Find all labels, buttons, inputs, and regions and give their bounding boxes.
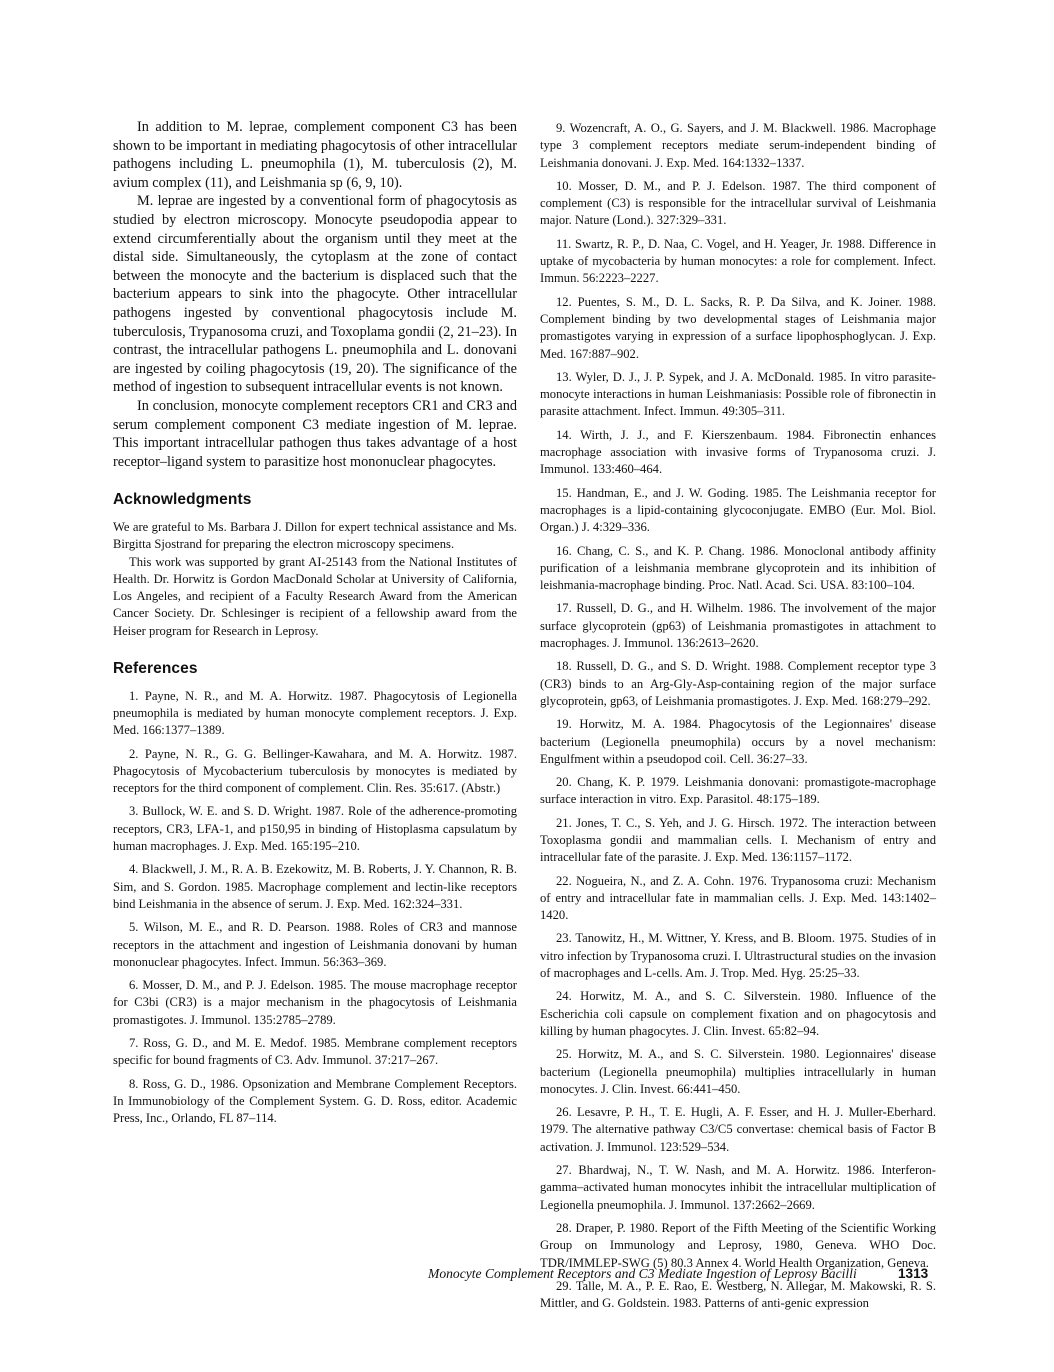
reference-item: 14. Wirth, J. J., and F. Kierszenbaum. 1984. Fibronectin enhances macrophage association with invasive forms of Trypanosoma cruzi. J. Immunol. 133:460–464. xyxy=(540,427,936,477)
reference-item: 13. Wyler, D. J., J. P. Sypek, and J. A. McDonald. 1985. In vitro parasite-monocyte interactions in human Leishmaniasis: Possible role of fibronectin in parasite attachment. Infect. Immun. 49:305–311. xyxy=(540,369,936,419)
reference-item: 20. Chang, K. P. 1979. Leishmania donovani: promastigote-macrophage surface interaction in vitro. Exp. Parasitol. 48:175–189. xyxy=(540,775,936,807)
reference-item: 25. Horwitz, M. A., and S. C. Silverstein. 1980. Legionnaires' disease bacterium (Legionella pneumophila) multiplies intracellularly in human monocytes. J. Clin. Invest. 66:441–450. xyxy=(540,1047,936,1096)
reference-item: 17. Russell, D. G., and H. Wilhelm. 1986. The involvement of the major surface glycoprotein (gp63) of Leishmania promastigotes in attachment to macrophages. J. Immunol. 136:2613–2620. xyxy=(540,601,936,651)
reference-item: 2. Payne, N. R., G. G. Bellinger-Kawahara, and M. A. Horwitz. 1987. Phagocytosis of Mycobacterium tuberculosis by monocytes is mediated by receptors for the third component of complement. Clin. Res. 35:617. (Abstr.) xyxy=(113,746,517,796)
reference-item: 16. Chang, C. S., and K. P. Chang. 1986. Monoclonal antibody affinity purification of a leishmania membrane glycoprotein and its inhibition of leishmania-macrophage binding. Proc. Natl. Acad. Sci. USA. 83:100–104. xyxy=(540,543,936,593)
page-number: 1313 xyxy=(898,1266,929,1281)
reference-item: 10. Mosser, D. M., and P. J. Edelson. 1987. The third component of complement (C3) is responsible for the intracellular survival of Leishmania major. Nature (Lond.). 327:329–331. xyxy=(540,178,936,228)
reference-item: 8. Ross, G. D., 1986. Opsonization and Membrane Complement Receptors. In Immunobiology of the Complement System. G. D. Ross, editor. Academic Press, Inc., Orlando, FL 87–114. xyxy=(113,1076,517,1126)
reference-item: 3. Bullock, W. E. and S. D. Wright. 1987. Role of the adherence-promoting receptors, CR3, LFA-1, and p150,95 in binding of Histoplasma capsulatum by human macrophages. J. Exp. Med. 165:195–210. xyxy=(113,804,517,854)
body-paragraph-2: M. leprae are ingested by a conventional form of phagocytosis as studied by electron microscopy. Monocyte pseudopodia appear to extend circumferentially about the organism until they meet at the distal side. Simultaneously, the cytoplasm at the zone of contact between the monocyte and the bacterium is displaced such that the bacterium appears to sink into the phagocyte. Other intracellular pathogens ingested by conventional phagocytosis include M. tuberculosis, Trypanosoma cruzi, and Toxoplama gondii (2, 21–23). In contrast, the intracellular pathogens L. pneumophila and L. donovani are ingested by coiling phagocytosis (19, 20). The significance of the method of ingestion to subsequent intracellular events is not known. xyxy=(113,193,517,396)
acknowledgments-paragraph-2: This work was supported by grant AI-25143 from the National Institutes of Health. Dr. Horwitz is Gordon MacDonald Scholar at University of California, Los Angeles, and recipient of a Faculty Research Award from the American Cancer Society. Dr. Schlesinger is recipient of a fellowship award from the Heiser program for Research in Leprosy. xyxy=(113,554,517,638)
reference-item: 18. Russell, D. G., and S. D. Wright. 1988. Complement receptor type 3 (CR3) binds to an Arg-Gly-Asp-containing region of the major surface glycoprotein, gp63, of Leishmania promastigotes. J. Exp. Med. 168:279–292. xyxy=(540,659,936,708)
reference-item: 11. Swartz, R. P., D. Naa, C. Vogel, and H. Yeager, Jr. 1988. Difference in uptake of mycobacteria by human monocytes: a role for complement. Infect. Immun. 56:2223–2227. xyxy=(540,236,936,286)
reference-item: 5. Wilson, M. E., and R. D. Pearson. 1988. Roles of CR3 and mannose receptors in the attachment and ingestion of Leishmania donovani by human mononuclear phagocytes. Infect. Immun. 56:363–369. xyxy=(113,920,517,969)
reference-item: 29. Talle, M. A., P. E. Rao, E. Westberg, N. Allegar, M. Makowski, R. S. Mittler, and G. Goldstein. 1983. Patterns of anti-genic expression xyxy=(540,1278,936,1311)
reference-item: 23. Tanowitz, H., M. Wittner, Y. Kress, and B. Bloom. 1975. Studies of in vitro infection by Trypanosoma cruzi. I. Ultrastructural studies on the invasion of macrophages and L-cells. Am. J. Trop. Med. Hyg. 25:25–33. xyxy=(540,931,936,981)
reference-item: 4. Blackwell, J. M., R. A. B. Ezekowitz, M. B. Roberts, J. Y. Channon, R. B. Sim, and S. Gordon. 1985. Macrophage complement and lectin-like receptors bind Leishmania in the absence of serum. J. Exp. Med. 162:324–331. xyxy=(113,862,517,911)
body-paragraph-1: In addition to M. leprae, complement component C3 has been shown to be important in mediating phagocytosis of other intracellular pathogens including L. pneumophila (1), M. tuberculosis (2), M. avium complex (11), and Leishmania sp (6, 9, 10). xyxy=(113,119,517,191)
reference-item: 28. Draper, P. 1980. Report of the Fifth Meeting of the Scientific Working Group on Immunology and Leprosy, 1980, Geneva. WHO Doc. TDR/IMMLEP-SWG (5) 80.3 Annex 4. World Health Organization, Geneva. xyxy=(540,1220,936,1270)
body-paragraph-3: In conclusion, monocyte complement receptors CR1 and CR3 and serum complement component C3 mediate ingestion of M. leprae. This important intracellular pathogen thus takes advantage of a host receptor–ligand system to parasitize host mononuclear phagocytes. xyxy=(113,397,517,470)
reference-item: 27. Bhardwaj, N., T. W. Nash, and M. A. Horwitz. 1986. Interferon-gamma–activated human monocytes inhibit the intracellular multiplication of Legionella pneumophila. J. Immunol. 137:2662–2669. xyxy=(540,1163,936,1212)
reference-item: 6. Mosser, D. M., and P. J. Edelson. 1985. The mouse macrophage receptor for C3bi (CR3) is a major mechanism in the phagocytosis of Leishmania promastigotes. J. Immunol. 135:2785–2789. xyxy=(113,978,517,1027)
running-footer xyxy=(428,1266,948,1282)
references-heading: References xyxy=(113,659,198,677)
reference-item: 21. Jones, T. C., S. Yeh, and J. G. Hirsch. 1972. The interaction between Toxoplasma gondii and mammalian cells. I. Mechanism of entry and intracellular fate of the parasite. J. Exp. Med. 136:1157–1172. xyxy=(540,815,936,865)
acknowledgments-heading: Acknowledgments xyxy=(113,491,252,509)
reference-item: 26. Lesavre, P. H., T. E. Hugli, A. F. Esser, and H. J. Muller-Eberhard. 1979. The alternative pathway C3/C5 convertase: chemical basis of Factor B activation. J. Immunol. 123:529–534. xyxy=(540,1105,936,1154)
reference-item: 24. Horwitz, M. A., and S. C. Silverstein. 1980. Influence of the Escherichia coli capsule on complement fixation and on phagocytosis and killing by human phagocytes. J. Clin. Invest. 65:82–94. xyxy=(540,989,936,1038)
left-column xyxy=(113,118,517,1134)
reference-item: 1. Payne, N. R., and M. A. Horwitz. 1987. Phagocytosis of Legionella pneumophila is mediated by human monocyte complement receptors. J. Exp. Med. 166:1377–1389. xyxy=(113,688,517,738)
reference-item: 22. Nogueira, N., and Z. A. Cohn. 1976. Trypanosoma cruzi: Mechanism of entry and intracellular fate in mammalian cells. J. Exp. Med. 143:1402–1420. xyxy=(540,873,936,923)
reference-item: 15. Handman, E., and J. W. Goding. 1985. The Leishmania receptor for macrophages is a lipid-containing glycoconjugate. EMBO (Eur. Mol. Biol. Organ.) J. 4:329–336. xyxy=(540,485,936,535)
reference-item: 12. Puentes, S. M., D. L. Sacks, R. P. Da Silva, and K. Joiner. 1988. Complement binding by two developmental stages of Leishmania major promastigotes varying in expression of a surface lipophosphoglycan. J. Exp. Med. 167:887–902. xyxy=(540,294,936,361)
running-title: Monocyte Complement Receptors and C3 Mediate Ingestion of Leprosy Bacilli xyxy=(428,1266,857,1281)
acknowledgments-paragraph-1: We are grateful to Ms. Barbara J. Dillon for expert technical assistance and Ms. Birgitta Sjostrand for preparing the electron microscopy specimens. xyxy=(113,520,517,552)
right-column xyxy=(540,120,936,1318)
reference-item: 9. Wozencraft, A. O., G. Sayers, and J. M. Blackwell. 1986. Macrophage type 3 complement receptors mediate serum-independent binding of Leishmania donovani. J. Exp. Med. 164:1332–1337. xyxy=(540,121,936,170)
reference-item: 19. Horwitz, M. A. 1984. Phagocytosis of the Legionnaires' disease bacterium (Legionella pneumophila) occurs by a novel mechanism: Engulfment within a pseudopod coil. Cell. 36:27–33. xyxy=(540,717,936,766)
reference-item: 7. Ross, G. D., and M. E. Medof. 1985. Membrane complement receptors specific for bound fragments of C3. Adv. Immunol. 37:217–267. xyxy=(113,1036,517,1068)
